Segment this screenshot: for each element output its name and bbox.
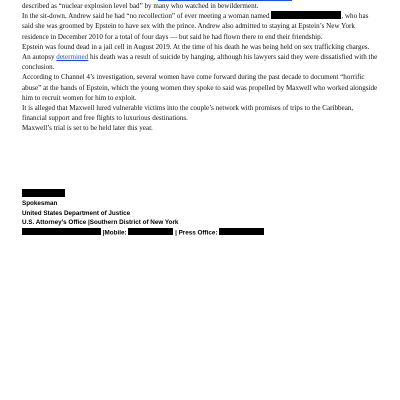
paragraph-death-b: his death was a result of suicide by hanging, although his lawyers said they were dissatisfied with the conclusion. (22, 53, 378, 72)
redacted-email (22, 228, 101, 236)
paragraph-investigation: According to Channel 4’s investigation, several women have come forward during the past decade to document “horrific abuse” at the hands of Epstein, which the young women they spoke to said was propelled by Maxwell who worked alongside him to recruit women for him to exploit. (22, 73, 378, 102)
paragraph-interview-b: , who has said she was groomed by Epstein to have sex with the prince. Andrew also admitted to staying at Epstein’s New York residence in December 2010 for a total of four days — but said he had flown there to end their friendship. (22, 12, 369, 41)
signature-block (22, 189, 378, 238)
paragraph-death-a: Epstein was found dead in a jail cell in August 2019. At the time of his death he was being held on sex trafficking charges. An autopsy (22, 42, 370, 62)
signature-office: U.S. Attorney’s Office |Southern District of New York (22, 219, 179, 227)
signature-redacted-name (22, 189, 378, 199)
signature-title: Spokesman (22, 200, 58, 208)
article-body (22, 1, 378, 134)
paragraph-line-top: described as “nuclear explosion level bad” by many who watched in bewilderment. (22, 2, 259, 10)
redacted-mobile (128, 228, 173, 236)
signature-contact-line (22, 228, 378, 238)
signature-department: United States Department of Justice (22, 209, 131, 217)
paragraph-interview (22, 11, 378, 42)
redacted-signatory (22, 189, 65, 197)
press-office-label: | Press Office: (175, 229, 218, 237)
paragraph-trial: Maxwell’s trial is set to be held later this year. (22, 124, 153, 133)
redacted-press-office (219, 228, 264, 236)
determined-link[interactable]: determined (56, 53, 89, 62)
paragraph-interview-a: In the sit-down, Andrew said he had “no recollection” of ever meeting a woman named (22, 12, 270, 21)
redacted-name (271, 11, 341, 19)
mobile-label: |Mobile: (102, 229, 127, 237)
paragraph-death (22, 42, 378, 73)
paragraph-allegation: It is alleged that Maxwell lured vulnerable victims into the couple’s network with promises of trips to the Caribbean, financial support and free flights to luxurious destinations. (22, 104, 354, 123)
